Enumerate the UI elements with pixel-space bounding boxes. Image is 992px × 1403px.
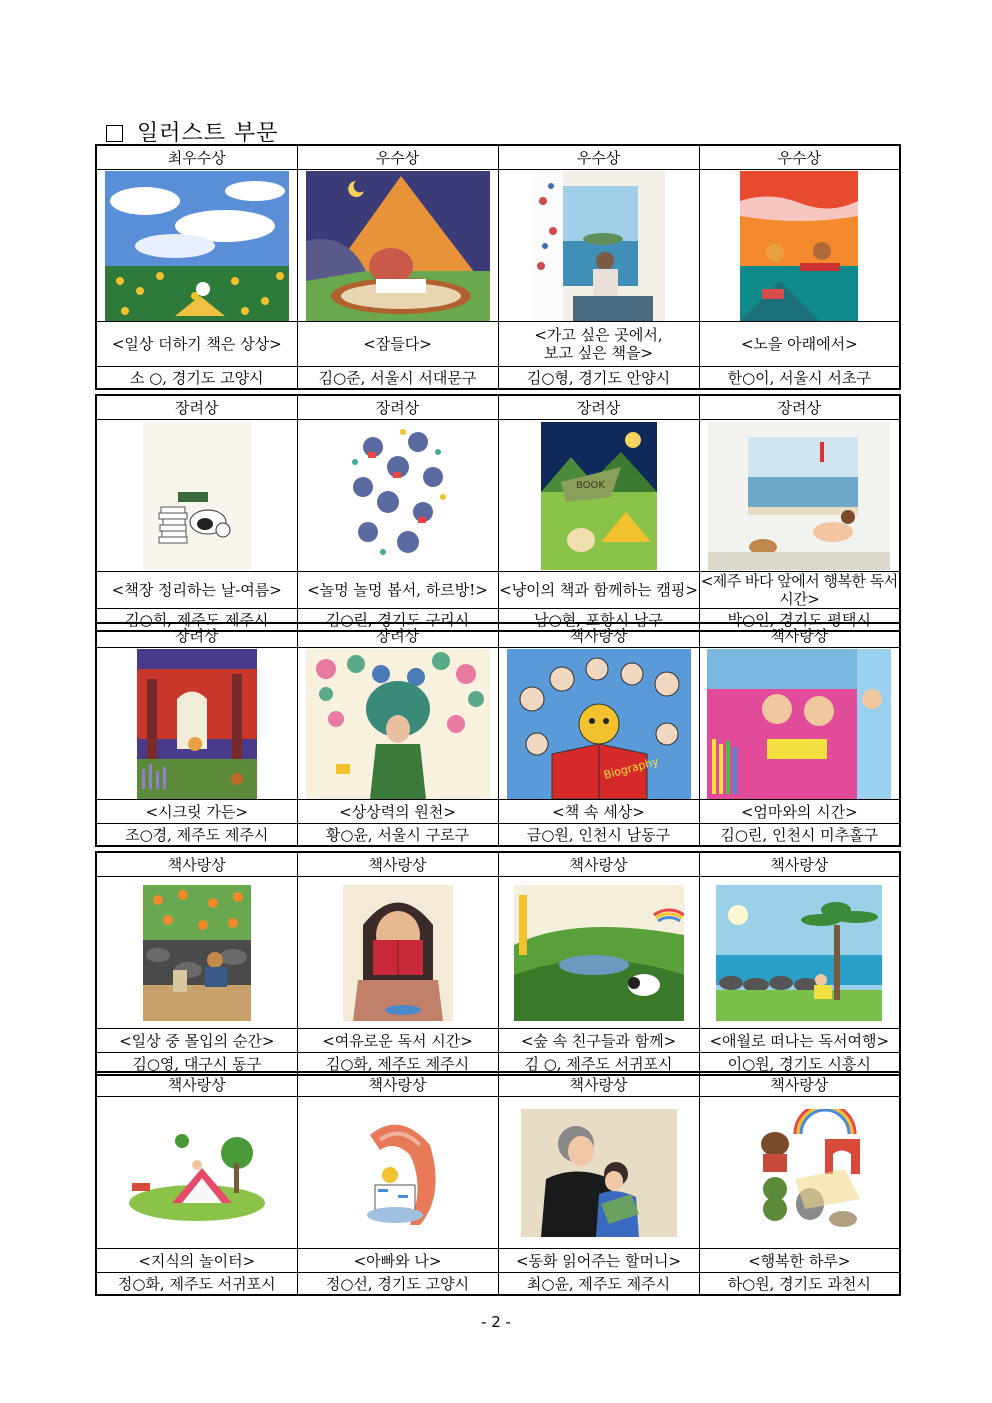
prize-cell: 장려상 [699,395,900,420]
author-cell: 정○선, 경기도 고양시 [297,1273,498,1296]
prize-cell: 장려상 [96,395,297,420]
artwork-happy-day [735,1109,863,1237]
artwork-cell [96,648,297,800]
author-cell: 금○원, 인천시 남동구 [498,824,699,847]
title-cell: <여유로운 독서 시간> [297,1029,498,1053]
artwork-imagination-sky [105,171,289,321]
award-table-4 [95,851,901,1076]
title-cell: <놀멍 놀멍 봅서, 하르방!> [297,572,498,609]
artwork-cell [297,1097,498,1249]
artwork-time-with-mom [707,649,891,799]
title-cell: <동화 읽어주는 할머니> [498,1249,699,1273]
artwork-leisure-reading [343,885,453,1021]
artwork-cell [498,1097,699,1249]
award-table-3 [95,622,901,847]
title-cell: <냥이의 책과 함께하는 캠핑> [498,572,699,609]
prize-cell: 장려상 [498,395,699,420]
author-cell: 최○윤, 제주도 제주시 [498,1273,699,1296]
artwork-cell [498,648,699,800]
title-cell: <가고 싶은 곳에서, 보고 싶은 책을> [498,322,699,367]
award-table-5 [95,1071,901,1296]
title-cell: <엄마와의 시간> [699,800,900,824]
camp-book-sign: BOOK [575,479,605,491]
artwork-cell [297,877,498,1029]
author-cell: 박○인, 경기도 평택시 [699,609,900,632]
award-table-1 [95,144,901,390]
title-cell: <책 속 세상> [498,800,699,824]
title-cell: <노을 아래에서> [699,322,900,367]
prize-cell: 우수상 [297,145,498,170]
artwork-world-in-book [507,649,691,799]
prize-cell: 우수상 [699,145,900,170]
title-cell: <시크릿 가든> [96,800,297,824]
author-cell: 정○화, 제주도 서귀포시 [96,1273,297,1296]
artwork-window-sea [533,171,665,321]
artwork-cell [297,170,498,322]
checkbox-square-icon [106,125,123,142]
prize-cell: 장려상 [96,623,297,648]
author-cell: 김○린, 경기도 구리시 [297,609,498,632]
author-cell: 남○현, 포항시 남구 [498,609,699,632]
artwork-cell [96,420,297,572]
artwork-aewol-trip [716,885,882,1021]
title-cell: <상상력의 원천> [297,800,498,824]
artwork-moment-of-focus [143,885,251,1021]
prize-cell: 책사랑상 [96,1072,297,1097]
artwork-cell [699,1097,900,1249]
artwork-cell [498,170,699,322]
title-cell: <제주 바다 앞에서 행복한 독서시간> [699,572,900,609]
artwork-cell [699,648,900,800]
artwork-dad-and-me [350,1115,446,1231]
prize-cell: 책사랑상 [498,852,699,877]
prize-cell: 장려상 [297,395,498,420]
prize-cell: 장려상 [297,623,498,648]
title-cell: <행복한 하루> [699,1249,900,1273]
title-cell: <잠들다> [297,322,498,367]
artwork-cell [498,877,699,1029]
author-cell: 김○희, 제주도 제주시 [96,609,297,632]
author-cell: 이○원, 경기도 시흥시 [699,1053,900,1076]
artwork-forest-friends [514,885,684,1021]
artwork-cat-camping [541,422,657,570]
prize-cell: 책사랑상 [297,852,498,877]
author-cell: 하○원, 경기도 과천시 [699,1273,900,1296]
artwork-cell [699,170,900,322]
title-cell: <아빠와 나> [297,1249,498,1273]
artwork-harubang [343,422,453,570]
artwork-cell [297,648,498,800]
artwork-cell [498,420,699,572]
artwork-cell [699,420,900,572]
author-cell: 김○린, 인천시 미추홀구 [699,824,900,847]
title-cell: <일상 중 몰입의 순간> [96,1029,297,1053]
author-cell: 김 ○, 제주도 서귀포시 [498,1053,699,1076]
artwork-cell [699,877,900,1029]
artwork-under-sunset [740,171,858,321]
prize-cell: 책사랑상 [699,1072,900,1097]
prize-cell: 책사랑상 [96,852,297,877]
author-cell: 김○화, 제주도 제주시 [297,1053,498,1076]
prize-cell: 책사랑상 [498,1072,699,1097]
artwork-bookshelf-summer [143,422,251,570]
artwork-cell [297,420,498,572]
page-number: - 2 - [481,1313,511,1331]
prize-cell: 책사랑상 [699,623,900,648]
award-table-2 [95,394,901,632]
artwork-grandmother-reading [521,1109,677,1237]
artwork-imagination-source [306,649,490,799]
author-cell: 김○준, 서울시 서대문구 [297,367,498,390]
artwork-sleeping-girl [306,171,490,321]
prize-cell: 책사랑상 [699,852,900,877]
artwork-cell [96,170,297,322]
artwork-jeju-sea-reading [708,422,890,570]
section-heading [106,116,279,147]
artwork-knowledge-playground [127,1123,267,1223]
title-cell: <일상 더하기 책은 상상> [96,322,297,367]
author-cell: 한○이, 서울시 서초구 [699,367,900,390]
title-cell: <숲 속 친구들과 함께> [498,1029,699,1053]
prize-cell: 책사랑상 [297,1072,498,1097]
artwork-cell [96,1097,297,1249]
artwork-secret-garden [137,649,257,799]
biography-book-label: Biography [601,754,660,782]
prize-cell: 우수상 [498,145,699,170]
prize-cell: 최우수상 [96,145,297,170]
author-cell: 조○경, 제주도 제주시 [96,824,297,847]
author-cell: 황○윤, 서울시 구로구 [297,824,498,847]
title-cell: <책장 정리하는 날-여름> [96,572,297,609]
author-cell: 김○영, 대구시 동구 [96,1053,297,1076]
author-cell: 소 ○, 경기도 고양시 [96,367,297,390]
prize-cell: 책사랑상 [498,623,699,648]
section-title: 일러스트 부문 [137,121,279,146]
title-cell: <애월로 떠나는 독서여행> [699,1029,900,1053]
title-cell: <지식의 놀이터> [96,1249,297,1273]
author-cell: 김○형, 경기도 안양시 [498,367,699,390]
artwork-cell [96,877,297,1029]
